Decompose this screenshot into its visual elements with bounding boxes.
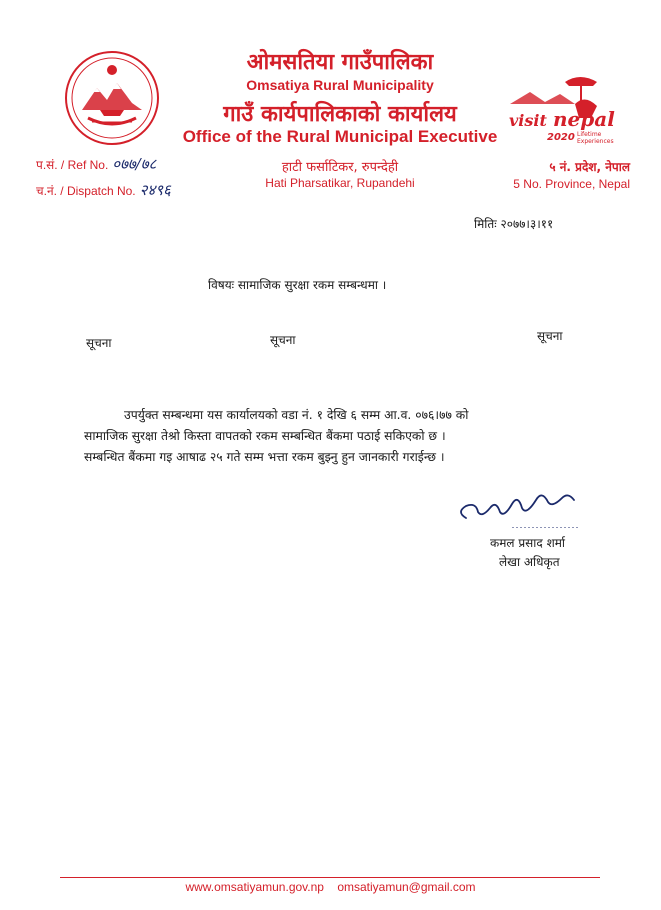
svg-text:nepal: nepal — [553, 107, 615, 131]
signatory-name: कमल प्रसाद शर्मा — [490, 536, 566, 550]
reference-label: प.सं. / Ref No. — [36, 158, 109, 172]
notice-heading: सूचना — [537, 329, 563, 343]
letter-date: मितिः २०७७।३।११ — [474, 217, 554, 231]
municipality-name-english: Omsatiya Rural Municipality — [246, 77, 434, 93]
footer-contact — [0, 880, 661, 894]
svg-text:Experiences: Experiences — [577, 138, 614, 145]
province-english: 5 No. Province, Nepal — [513, 177, 630, 191]
svg-text:Lifetime: Lifetime — [577, 131, 602, 138]
letter-body — [84, 405, 594, 468]
office-name-english: Office of the Rural Municipal Executive — [182, 127, 498, 146]
svg-text:visit: visit — [509, 111, 547, 130]
province-nepali: ५ नं. प्रदेश, नेपाल — [549, 160, 630, 174]
dispatch-label: च.नं. / Dispatch No. — [36, 184, 136, 198]
website-link[interactable]: www.omsatiyamun.gov.np — [185, 880, 324, 894]
municipality-name-nepali: ओमसतिया गाउँपालिका — [246, 50, 434, 75]
address-english: Hati Pharsatikar, Rupandehi — [265, 176, 415, 190]
body-line: सामाजिक सुरक्षा तेश्रो किस्ता वापतको रकम सम्बन्धित बैंकमा पठाई सकिएको छ । — [84, 429, 446, 443]
email-link[interactable]: omsatiyamun@gmail.com — [337, 880, 476, 894]
signature-image — [452, 478, 582, 528]
svg-text:2020: 2020 — [547, 132, 575, 143]
footer-divider — [60, 877, 600, 878]
dispatch-number — [36, 180, 171, 200]
notice-heading: सूचना — [86, 336, 112, 350]
letter-subject: विषयः सामाजिक सुरक्षा रकम सम्बन्धमा । — [208, 278, 387, 292]
nepal-emblem-icon — [62, 48, 162, 148]
signatory-title: लेखा अधिकृत — [499, 555, 560, 569]
dispatch-value: २४९६ — [139, 181, 171, 199]
reference-number — [36, 154, 156, 174]
notice-heading: सूचना — [270, 333, 296, 347]
body-line: उपर्युक्त सम्बन्धमा यस कार्यालयको वडा नं. १ देखि ६ सम्म आ.व. ०७६।७७ को — [124, 408, 469, 422]
body-line: सम्बन्धित बैंकमा गइ आषाढ २५ गते सम्म भत्ता रकम बुझ्नु हुन जानकारी गराईन्छ । — [84, 450, 445, 464]
reference-value: ०७७/७८ — [112, 155, 157, 173]
address-nepali: हाटी फर्साटिकर, रुपन्देही — [281, 160, 399, 175]
office-name-nepali: गाउँ कार्यपालिकाको कार्यालय — [223, 102, 457, 127]
visit-nepal-logo-icon — [505, 74, 635, 148]
